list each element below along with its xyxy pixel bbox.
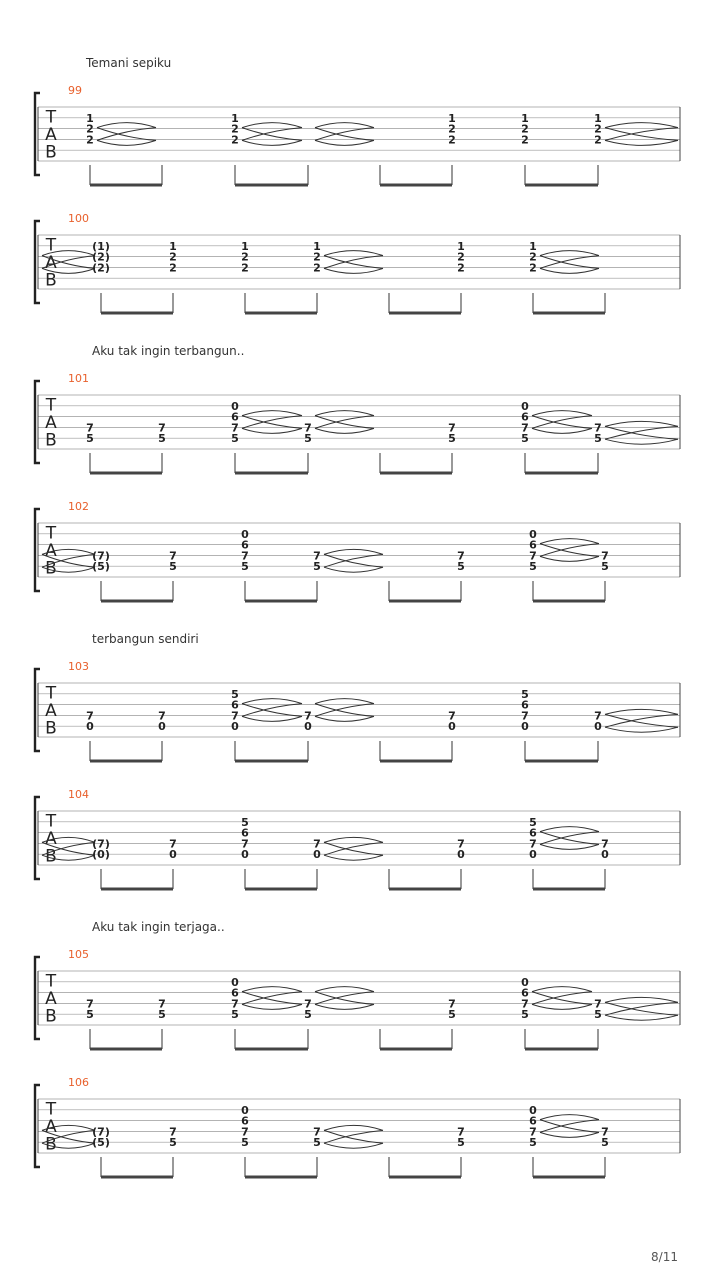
fret-number: 2	[313, 250, 321, 264]
fret-number: 7	[594, 421, 602, 435]
tab-clef-letter: A	[45, 829, 57, 849]
tie-arc	[324, 842, 383, 855]
tab-staff	[0, 791, 720, 901]
measure-number: 105	[68, 948, 89, 961]
fret-number: 7	[601, 1125, 609, 1139]
tie-arc	[605, 1002, 678, 1015]
tie-arc	[315, 140, 374, 145]
tie-arc	[97, 123, 156, 128]
fret-number: 5	[594, 432, 602, 446]
tie-arc	[605, 426, 678, 439]
fret-number: 7	[457, 549, 465, 563]
fret-number: 1	[231, 111, 239, 125]
fret-number: 5	[158, 1008, 166, 1022]
tie-arc	[540, 1115, 599, 1120]
tie-arc	[540, 256, 599, 269]
tie-arc	[605, 128, 678, 141]
fret-number: (1)	[92, 239, 110, 253]
tie-arc	[324, 256, 383, 269]
tie-arc	[605, 439, 678, 444]
fret-number: 5	[601, 1136, 609, 1150]
fret-number: (7)	[92, 837, 110, 851]
tie-arc	[242, 140, 302, 145]
tie-arc	[324, 1130, 383, 1143]
tie-arc	[242, 992, 302, 1005]
tab-staff	[0, 663, 720, 773]
tie-arc	[540, 827, 599, 832]
tie-arc	[324, 554, 383, 567]
tie-arc	[315, 987, 374, 992]
fret-number: 7	[521, 709, 529, 723]
tie-arc	[532, 992, 592, 1005]
tab-clef-letter: T	[45, 971, 57, 992]
page-number: 8/11	[651, 1250, 678, 1264]
fret-number: 5	[457, 560, 465, 574]
fret-number: 2	[594, 122, 602, 136]
fret-number: 5	[231, 687, 239, 701]
fret-number: (2)	[92, 261, 110, 275]
fret-number: 7	[231, 709, 239, 723]
measure-number: 104	[68, 788, 89, 801]
tie-arc	[242, 704, 302, 717]
tie-arc	[540, 1132, 599, 1137]
tie-arc	[324, 567, 383, 572]
tie-arc	[605, 1015, 678, 1020]
fret-number: 0	[529, 848, 537, 862]
tie-arc	[97, 140, 156, 145]
tab-clef-letter: T	[45, 523, 57, 544]
fret-number: 5	[86, 1008, 94, 1022]
tie-arc	[242, 128, 302, 141]
tie-arc	[540, 256, 599, 269]
tab-staff	[0, 215, 720, 325]
fret-number: 7	[448, 421, 456, 435]
fret-number: 2	[521, 133, 529, 147]
tie-arc	[324, 1125, 383, 1130]
tie-arc	[532, 987, 592, 992]
fret-number: 7	[457, 837, 465, 851]
tab-clef-letter: A	[45, 125, 57, 145]
tie-arc	[315, 416, 374, 429]
tab-staff	[0, 87, 720, 197]
fret-number: 2	[313, 261, 321, 275]
lyric-line: Aku tak ingin terjaga..	[92, 920, 225, 934]
fret-number: 7	[601, 549, 609, 563]
fret-number: 0	[594, 720, 602, 734]
fret-number: 2	[448, 122, 456, 136]
tie-arc	[242, 699, 302, 704]
fret-number: 7	[231, 421, 239, 435]
fret-number: 7	[158, 709, 166, 723]
fret-number: 0	[231, 399, 239, 413]
fret-number: 2	[594, 133, 602, 147]
fret-number: 6	[241, 538, 249, 552]
fret-number: 6	[529, 538, 537, 552]
fret-number: 0	[169, 848, 177, 862]
fret-number: 5	[521, 1008, 529, 1022]
fret-number: 0	[529, 1103, 537, 1117]
tab-clef-letter: A	[45, 253, 57, 273]
tab-clef-letter: A	[45, 541, 57, 561]
fret-number: 5	[231, 432, 239, 446]
tie-arc	[242, 128, 302, 141]
tab-clef-letter: B	[45, 558, 57, 579]
fret-number: 0	[231, 975, 239, 989]
tie-arc	[540, 556, 599, 561]
tie-arc	[540, 1120, 599, 1133]
fret-number: 7	[86, 421, 94, 435]
fret-number: 7	[304, 997, 312, 1011]
fret-number: (7)	[92, 1125, 110, 1139]
tie-arc	[242, 992, 302, 1005]
tie-arc	[242, 704, 302, 717]
fret-number: 5	[241, 815, 249, 829]
tab-clef-letter: A	[45, 701, 57, 721]
fret-number: 6	[529, 1114, 537, 1128]
fret-number: 5	[241, 560, 249, 574]
tab-clef-letter: B	[45, 1134, 57, 1155]
tie-arc	[605, 997, 678, 1002]
tie-arc	[315, 704, 374, 717]
tab-clef-letter: T	[45, 811, 57, 832]
fret-number: (5)	[92, 560, 110, 574]
fret-number: 0	[231, 720, 239, 734]
fret-number: 7	[529, 837, 537, 851]
fret-number: 7	[169, 549, 177, 563]
fret-number: 5	[457, 1136, 465, 1150]
tab-clef-letter: T	[45, 107, 57, 128]
fret-number: 7	[169, 1125, 177, 1139]
fret-number: (5)	[92, 1136, 110, 1150]
tab-clef-letter: A	[45, 413, 57, 433]
lyric-line: terbangun sendiri	[92, 632, 199, 646]
fret-number: 2	[169, 250, 177, 264]
fret-number: 2	[86, 133, 94, 147]
fret-number: 6	[529, 826, 537, 840]
tab-staff	[0, 375, 720, 485]
tie-arc	[605, 123, 678, 128]
fret-number: 2	[241, 261, 249, 275]
fret-number: 5	[231, 1008, 239, 1022]
tie-arc	[315, 992, 374, 1005]
fret-number: 5	[304, 1008, 312, 1022]
tie-arc	[540, 832, 599, 845]
fret-number: 7	[169, 837, 177, 851]
tie-arc	[315, 992, 374, 1005]
tie-arc	[324, 554, 383, 567]
tie-arc	[242, 416, 302, 429]
tie-arc	[324, 1130, 383, 1143]
tab-clef-letter: T	[45, 395, 57, 416]
fret-number: 7	[521, 997, 529, 1011]
fret-number: (2)	[92, 250, 110, 264]
tie-arc	[605, 1002, 678, 1015]
tie-arc	[315, 123, 374, 128]
fret-number: 5	[529, 1136, 537, 1150]
measure-number: 106	[68, 1076, 89, 1089]
tie-arc	[540, 251, 599, 256]
fret-number: 0	[601, 848, 609, 862]
fret-number: 7	[521, 421, 529, 435]
tie-arc	[540, 268, 599, 273]
fret-number: 7	[241, 1125, 249, 1139]
tie-arc	[532, 1004, 592, 1009]
fret-number: 5	[313, 1136, 321, 1150]
tie-arc	[315, 1004, 374, 1009]
fret-number: 7	[241, 837, 249, 851]
fret-number: 7	[86, 709, 94, 723]
tie-arc	[540, 544, 599, 557]
tab-staff	[0, 951, 720, 1061]
fret-number: 7	[529, 549, 537, 563]
fret-number: 2	[169, 261, 177, 275]
tie-arc	[242, 428, 302, 433]
fret-number: 0	[529, 527, 537, 541]
tie-arc	[605, 426, 678, 439]
tie-arc	[97, 128, 156, 141]
fret-number: 1	[594, 111, 602, 125]
fret-number: 2	[529, 250, 537, 264]
tie-arc	[315, 428, 374, 433]
tie-arc	[605, 714, 678, 727]
tie-arc	[324, 268, 383, 273]
fret-number: 6	[231, 698, 239, 712]
fret-number: 0	[313, 848, 321, 862]
fret-number: 5	[601, 560, 609, 574]
measure-number: 100	[68, 212, 89, 225]
tie-arc	[605, 709, 678, 714]
fret-number: 6	[521, 698, 529, 712]
tie-arc	[540, 844, 599, 849]
fret-number: 0	[304, 720, 312, 734]
tie-arc	[540, 539, 599, 544]
fret-number: 2	[457, 250, 465, 264]
tie-arc	[324, 256, 383, 269]
fret-number: 2	[457, 261, 465, 275]
fret-number: 5	[169, 1136, 177, 1150]
fret-number: 7	[158, 997, 166, 1011]
fret-number: 5	[169, 560, 177, 574]
fret-number: 7	[594, 997, 602, 1011]
tab-clef-letter: T	[45, 683, 57, 704]
fret-number: 7	[313, 549, 321, 563]
tab-clef-letter: B	[45, 142, 57, 163]
tie-arc	[324, 1143, 383, 1148]
fret-number: 0	[521, 720, 529, 734]
measure-number: 103	[68, 660, 89, 673]
fret-number: 2	[231, 122, 239, 136]
tie-arc	[532, 416, 592, 429]
fret-number: 5	[521, 432, 529, 446]
tie-arc	[540, 544, 599, 557]
tie-arc	[242, 1004, 302, 1009]
fret-number: 7	[313, 1125, 321, 1139]
fret-number: 1	[521, 111, 529, 125]
tab-clef-letter: B	[45, 270, 57, 291]
tie-arc	[605, 421, 678, 426]
tie-arc	[540, 832, 599, 845]
tie-arc	[324, 251, 383, 256]
tab-staff	[0, 503, 720, 613]
tab-clef-letter: A	[45, 989, 57, 1009]
fret-number: 6	[231, 986, 239, 1000]
fret-number: 2	[241, 250, 249, 264]
tie-arc	[532, 411, 592, 416]
fret-number: 2	[231, 133, 239, 147]
tie-arc	[315, 416, 374, 429]
tie-arc	[324, 549, 383, 554]
tie-arc	[532, 428, 592, 433]
fret-number: 1	[86, 111, 94, 125]
tab-clef-letter: B	[45, 718, 57, 739]
measure-number: 101	[68, 372, 89, 385]
fret-number: 6	[241, 1114, 249, 1128]
measure-number: 102	[68, 500, 89, 513]
fret-number: (7)	[92, 549, 110, 563]
fret-number: 7	[594, 709, 602, 723]
fret-number: 7	[313, 837, 321, 851]
fret-number: 0	[241, 1103, 249, 1117]
fret-number: 1	[241, 239, 249, 253]
tab-clef-letter: B	[45, 846, 57, 867]
fret-number: 6	[521, 410, 529, 424]
tab-clef-letter: A	[45, 1117, 57, 1137]
fret-number: 5	[241, 1136, 249, 1150]
lyric-line: Aku tak ingin terbangun..	[92, 344, 245, 358]
fret-number: 2	[529, 261, 537, 275]
tie-arc	[324, 842, 383, 855]
tie-arc	[540, 1120, 599, 1133]
fret-number: 1	[448, 111, 456, 125]
fret-number: 0	[457, 848, 465, 862]
tie-arc	[242, 123, 302, 128]
tie-arc	[315, 699, 374, 704]
tie-arc	[605, 140, 678, 145]
tie-arc	[242, 416, 302, 429]
tie-arc	[315, 128, 374, 141]
tie-arc	[324, 855, 383, 860]
tie-arc	[242, 716, 302, 721]
fret-number: 0	[86, 720, 94, 734]
fret-number: 1	[529, 239, 537, 253]
fret-number: 0	[158, 720, 166, 734]
tab-clef-letter: T	[45, 235, 57, 256]
lyric-line: Temani sepiku	[86, 56, 172, 70]
fret-number: 5	[594, 1008, 602, 1022]
fret-number: 7	[241, 549, 249, 563]
fret-number: 6	[521, 986, 529, 1000]
tie-arc	[532, 992, 592, 1005]
tab-clef-letter: B	[45, 430, 57, 451]
fret-number: 5	[448, 1008, 456, 1022]
fret-number: 5	[529, 815, 537, 829]
fret-number: 1	[457, 239, 465, 253]
fret-number: 0	[241, 848, 249, 862]
fret-number: 7	[601, 837, 609, 851]
tie-arc	[315, 411, 374, 416]
fret-number: 7	[158, 421, 166, 435]
tab-staff	[0, 1079, 720, 1189]
fret-number: (0)	[92, 848, 110, 862]
tie-arc	[97, 128, 156, 141]
fret-number: 5	[86, 432, 94, 446]
tie-arc	[605, 714, 678, 727]
tie-arc	[315, 716, 374, 721]
fret-number: 7	[86, 997, 94, 1011]
fret-number: 7	[304, 709, 312, 723]
fret-number: 1	[169, 239, 177, 253]
fret-number: 7	[529, 1125, 537, 1139]
fret-number: 5	[529, 560, 537, 574]
fret-number: 2	[448, 133, 456, 147]
tie-arc	[315, 128, 374, 141]
measure-number: 99	[68, 84, 82, 97]
fret-number: 1	[313, 239, 321, 253]
tab-clef-letter: T	[45, 1099, 57, 1120]
tie-arc	[324, 837, 383, 842]
tie-arc	[242, 411, 302, 416]
fret-number: 0	[241, 527, 249, 541]
fret-number: 7	[304, 421, 312, 435]
tie-arc	[605, 128, 678, 141]
fret-number: 0	[521, 399, 529, 413]
tie-arc	[605, 727, 678, 732]
fret-number: 0	[448, 720, 456, 734]
fret-number: 2	[86, 122, 94, 136]
fret-number: 6	[231, 410, 239, 424]
fret-number: 7	[448, 709, 456, 723]
tie-arc	[315, 704, 374, 717]
fret-number: 2	[521, 122, 529, 136]
tab-clef-letter: B	[45, 1006, 57, 1027]
fret-number: 7	[457, 1125, 465, 1139]
fret-number: 5	[313, 560, 321, 574]
fret-number: 6	[241, 826, 249, 840]
fret-number: 5	[448, 432, 456, 446]
fret-number: 5	[158, 432, 166, 446]
tie-arc	[532, 416, 592, 429]
fret-number: 5	[304, 432, 312, 446]
fret-number: 0	[521, 975, 529, 989]
tie-arc	[242, 987, 302, 992]
fret-number: 5	[521, 687, 529, 701]
fret-number: 7	[231, 997, 239, 1011]
fret-number: 7	[448, 997, 456, 1011]
